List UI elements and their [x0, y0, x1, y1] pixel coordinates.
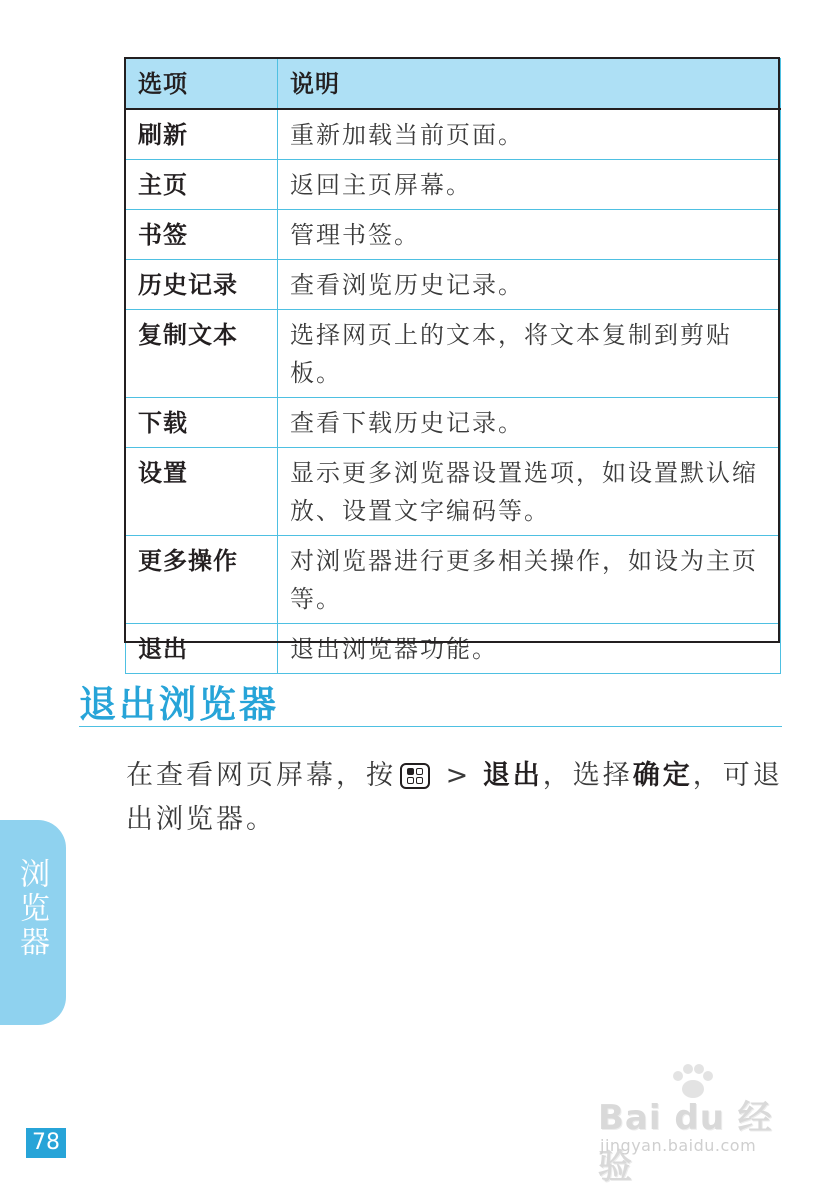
option-name: 书签	[126, 210, 278, 260]
option-name: 退出	[126, 624, 278, 674]
table-row	[126, 310, 781, 398]
option-description: 显示更多浏览器设置选项，如设置默认缩放、设置文字编码等。	[278, 448, 781, 536]
option-description: 退出浏览器功能。	[278, 624, 781, 674]
option-name: 刷新	[126, 109, 278, 160]
header-description: 说明	[278, 59, 781, 110]
watermark-url: jingyan.baidu.com	[600, 1136, 757, 1155]
option-name: 复制文本	[126, 310, 278, 398]
para-middle: ，选择	[542, 760, 633, 791]
table-header-row	[126, 59, 781, 110]
confirm-term: 确定	[632, 760, 693, 791]
option-description: 返回主页屏幕。	[278, 160, 781, 210]
options-table	[125, 58, 781, 674]
watermark	[590, 1062, 790, 1187]
option-description: 管理书签。	[278, 210, 781, 260]
option-description: 对浏览器进行更多相关操作，如设为主页等。	[278, 536, 781, 624]
table-row	[126, 210, 781, 260]
menu-key-icon	[400, 763, 430, 789]
para-before-key: 在查看网页屏幕，按	[126, 760, 396, 791]
section-divider	[79, 726, 782, 727]
option-name: 更多操作	[126, 536, 278, 624]
option-name: 主页	[126, 160, 278, 210]
side-tab-label: 浏览器	[14, 858, 49, 960]
option-name: 设置	[126, 448, 278, 536]
option-description: 选择网页上的文本，将文本复制到剪贴板。	[278, 310, 781, 398]
page-number: 78	[26, 1128, 66, 1158]
header-option: 选项	[126, 59, 278, 110]
option-name: 历史记录	[126, 260, 278, 310]
exit-term: 退出	[482, 760, 543, 791]
section-title: 退出浏览器	[79, 683, 279, 726]
table-row	[126, 536, 781, 624]
table-row	[126, 260, 781, 310]
watermark-logo: Bai du 经验	[598, 1098, 773, 1187]
instruction-paragraph	[126, 754, 786, 842]
para-arrow: >	[434, 760, 483, 791]
option-name: 下载	[126, 398, 278, 448]
option-description: 重新加载当前页面。	[278, 109, 781, 160]
table-row	[126, 624, 781, 674]
table-row	[126, 160, 781, 210]
option-description: 查看下载历史记录。	[278, 398, 781, 448]
para-end: ，可退出浏览器。	[126, 760, 783, 835]
option-description: 查看浏览历史记录。	[278, 260, 781, 310]
table-row	[126, 398, 781, 448]
table-row	[126, 448, 781, 536]
table-row	[126, 109, 781, 160]
